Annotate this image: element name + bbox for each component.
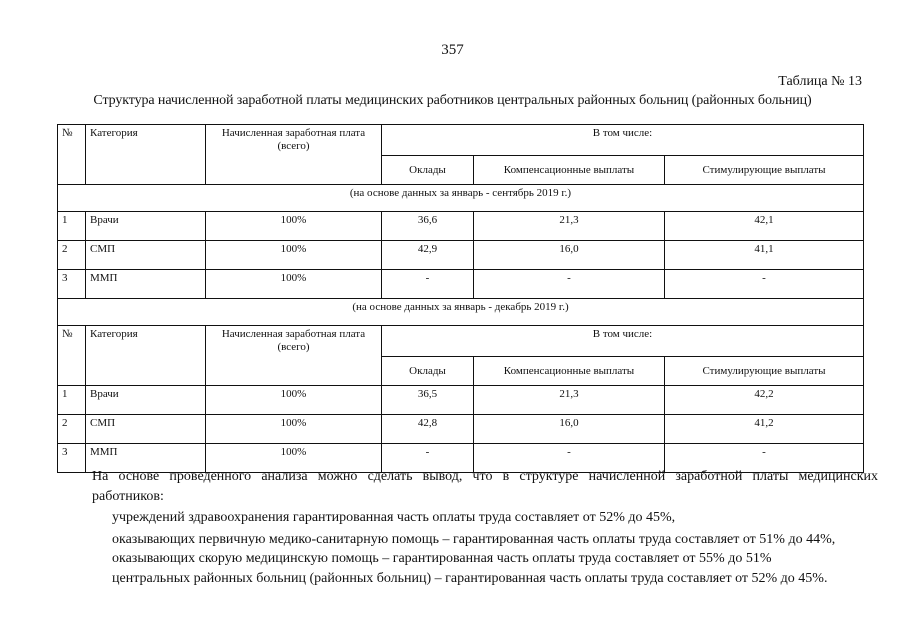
header-category: Категория [86, 125, 206, 185]
table-header-row [58, 326, 864, 357]
row-total: 100% [206, 415, 382, 444]
row-incentive: 42,1 [665, 212, 864, 241]
row-salaries: 36,5 [382, 386, 474, 415]
table-title: Структура начисленной заработной платы медицинских работников центральных районных больниц (районных больниц) [93, 93, 812, 108]
row-incentive: 42,2 [665, 386, 864, 415]
row-compensation: 16,0 [474, 415, 665, 444]
row-salaries: - [382, 444, 474, 473]
row-category: Врачи [86, 212, 206, 241]
row-compensation: - [474, 444, 665, 473]
period-row [58, 185, 864, 212]
header-compensation: Компенсационные выплаты [474, 156, 665, 185]
header-incentive: Стимулирующие выплаты [665, 357, 864, 386]
period-label: (на основе данных за январь - декабрь 2019 г.) [58, 299, 864, 326]
row-compensation: - [474, 270, 665, 299]
header-including: В том числе: [382, 125, 864, 156]
row-num: 2 [58, 415, 86, 444]
table-row [58, 241, 864, 270]
conclusion-item: оказывающих скорую медицинскую помощь – гарантированная часть оплаты труда составляет от 55% до 51% [112, 551, 772, 566]
table-row [58, 270, 864, 299]
row-incentive: - [665, 444, 864, 473]
row-salaries: 42,8 [382, 415, 474, 444]
table-row [58, 386, 864, 415]
conclusion-paragraph: На основе проведенного анализа можно сделать вывод, что в структуре начисленной заработной платы медицинских [92, 469, 878, 484]
table-header-row [58, 125, 864, 156]
row-category: СМП [86, 415, 206, 444]
header-total: Начисленная заработная плата (всего) [206, 326, 382, 386]
row-category: Врачи [86, 386, 206, 415]
table-label: Таблица № 13 [778, 74, 862, 89]
row-total: 100% [206, 386, 382, 415]
row-num: 3 [58, 270, 86, 299]
salary-structure-table [57, 124, 864, 473]
row-salaries: 42,9 [382, 241, 474, 270]
row-incentive: 41,2 [665, 415, 864, 444]
row-compensation: 16,0 [474, 241, 665, 270]
row-compensation: 21,3 [474, 212, 665, 241]
header-num: № [58, 125, 86, 185]
period-row [58, 299, 864, 326]
header-category: Категория [86, 326, 206, 386]
header-num: № [58, 326, 86, 386]
header-salaries: Оклады [382, 156, 474, 185]
row-category: СМП [86, 241, 206, 270]
table-row [58, 415, 864, 444]
conclusion-item: оказывающих первичную медико-санитарную помощь – гарантированная часть оплаты труда составляет от 51% до 44%, [112, 532, 836, 547]
header-compensation: Компенсационные выплаты [474, 357, 665, 386]
row-num: 1 [58, 212, 86, 241]
row-incentive: - [665, 270, 864, 299]
page-number: 357 [441, 42, 464, 58]
header-salaries: Оклады [382, 357, 474, 386]
table-row [58, 212, 864, 241]
conclusion-item: центральных районных больниц (районных больниц) – гарантированная часть оплаты труда составляет от 52% до 45%. [112, 571, 828, 586]
row-compensation: 21,3 [474, 386, 665, 415]
conclusion-item: учреждений здравоохранения гарантированная часть оплаты труда составляет от 52% до 45%, [112, 510, 676, 525]
row-num: 3 [58, 444, 86, 473]
row-salaries: 36,6 [382, 212, 474, 241]
period-label: (на основе данных за январь - сентябрь 2019 г.) [58, 185, 864, 212]
row-incentive: 41,1 [665, 241, 864, 270]
row-total: 100% [206, 444, 382, 473]
header-incentive: Стимулирующие выплаты [665, 156, 864, 185]
row-num: 2 [58, 241, 86, 270]
conclusion-continuation: работников: [92, 489, 164, 504]
row-category: ММП [86, 444, 206, 473]
row-category: ММП [86, 270, 206, 299]
header-total: Начисленная заработная плата (всего) [206, 125, 382, 185]
header-including: В том числе: [382, 326, 864, 357]
row-salaries: - [382, 270, 474, 299]
row-num: 1 [58, 386, 86, 415]
row-total: 100% [206, 212, 382, 241]
row-total: 100% [206, 270, 382, 299]
row-total: 100% [206, 241, 382, 270]
